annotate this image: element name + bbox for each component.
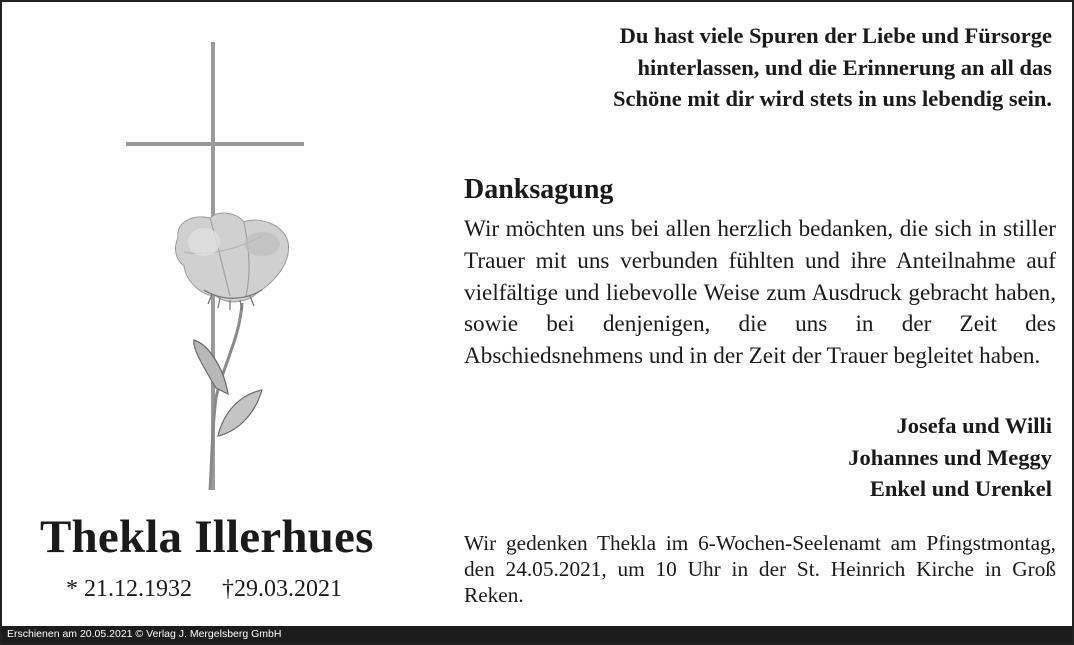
memorial-service-notice: Wir gedenken Thekla im 6-Wochen-Seelenamt am Pfingstmontag, den 24.05.2021, um 10 Uhr in der St. Heinrich Kirche in Groß Reken.	[464, 531, 1056, 607]
publication-footer: Erschienen am 20.05.2021 © Verlag J. Mergelsberg GmbH	[2, 626, 1072, 643]
birth-date: * 21.12.1932	[66, 576, 192, 602]
deceased-name: Thekla Illerhues	[40, 511, 374, 563]
quote-line: Du hast viele Spuren der Liebe und Fürsorge	[619, 23, 1052, 48]
cross-flower-illustration	[112, 38, 322, 498]
memorial-quote	[532, 20, 1052, 115]
poppy-flower-icon	[176, 213, 289, 310]
life-dates	[66, 576, 342, 603]
death-date: †29.03.2021	[222, 576, 342, 602]
signature-line: Johannes und Meggy	[848, 444, 1052, 470]
thanks-text: Wir möchten uns bei allen herzlich bedanken, die sich in stiller Trauer mit uns verbunden fühlten und ihre Anteilnahme auf vielfältige und liebevolle Weise zum Ausdruck gebracht haben, sowie bei denjenigen, die uns in der Zeit des Abschiedsnehmens und in der Zeit der Trauer begleitet haben.	[464, 216, 1056, 370]
signature-line: Enkel und Urenkel	[869, 476, 1052, 501]
thanks-heading: Danksagung	[464, 174, 614, 205]
signature-line: Josefa und Willi	[896, 413, 1052, 438]
cross-icon	[112, 38, 322, 498]
quote-line: hinterlassen, und die Erinnerung an all das	[637, 54, 1052, 80]
quote-line: Schöne mit dir wird stets in uns lebendig sein.	[612, 86, 1052, 111]
signatures	[848, 410, 1052, 505]
